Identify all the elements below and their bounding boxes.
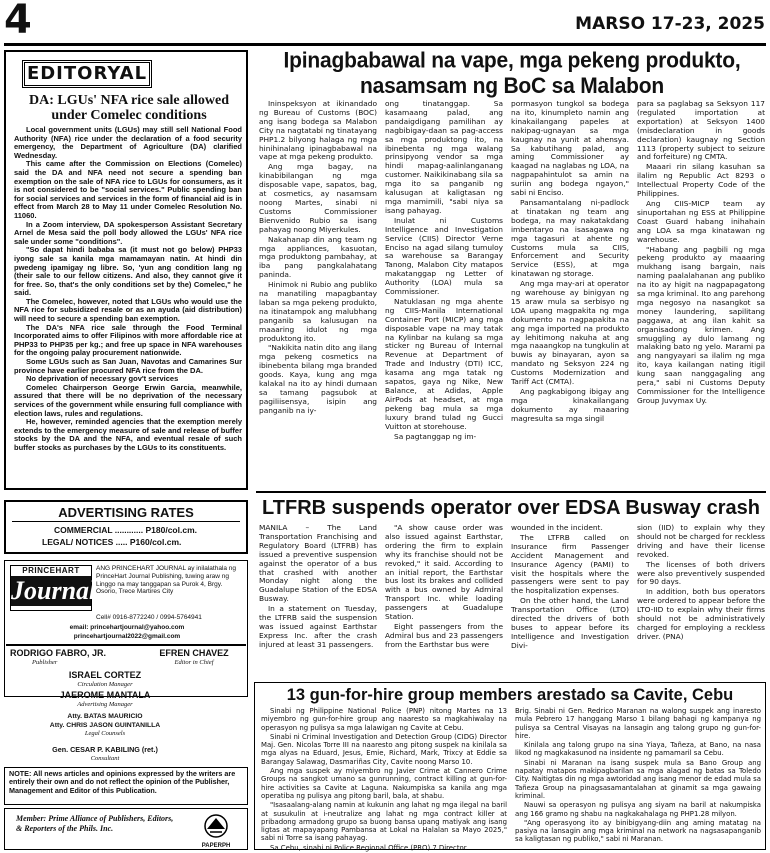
- gun-paragraph: "Isasaalang-alang namin at kukunin ang lahat ng mga ilegal na baril at susukulin at i-neutralize ang lahat ng mga contract killer at pribadong armadong grupo sa buong bansa upang matiyak ang isang ligtas at mapayapang Pambansa at Lokal na Halalan sa Mayo 2025," sabi ni Torre sa isang pahayag.: [261, 801, 507, 843]
- editorial-label: [22, 60, 152, 88]
- editorial-paragraph: The Comelec, however, noted that LGUs who would use the NFA rice for subsidized resale or as an ayuda (aid distribution) will need to secure a spending ban exemption.: [14, 296, 242, 324]
- vape-paragraph: Ang CIIS-MICP team ay sinuportahan ng ESS at Philippine Coast Guard habang inihahain ang LOA sa mga kinatawan ng warehouse.: [637, 198, 765, 244]
- ltfrb-paragraph: In addition, both bus operators were ordered to appear before the LTO-IID to explain why their firms should not be administratively charged for employing a reckless driver. (PNA): [637, 587, 765, 641]
- publisher-name: RODRIGO FABRO, JR.: [10, 648, 107, 658]
- gun-paragraph: Ang mga suspek ay miyembro ng Javier Crime at Cannero Crime Groups na sangkot umano sa gunrunning, contract killing at gun-for-hire activities sa Cavite at Laguna. Nakumpiska sa kanila ang mga operatiba ng pulisya ang pitong baril, bala, at shabu.: [261, 767, 507, 800]
- masthead-rule: [6, 644, 246, 646]
- editorial-paragraph: This came after the Commission on Elections (Comelec) said the DA and NFA need not secure a spending ban exemption on the sale of NFA rice to LGUs for consumers, as it is not considered to be "social services." Public spending ban for social services and services in the form of financial aid is in effect from March 28 to May 11 under Comelec Resolution No. 11060.: [14, 159, 242, 220]
- masthead-description: ANG PRINCEHART JOURNAL ay inilalathala ng PrinceHart Journal Publishing, tuwing araw ng Linggo na may tanggapan sa Purok 4, Brgy. Osorio, Trece Martires City: [96, 565, 237, 596]
- ltfrb-paragraph: wounded in the incident.: [511, 523, 603, 532]
- ltfrb-column-3: [511, 524, 629, 676]
- vape-paragraph: Pansamantalang ni-padlock at tinatakan ng team ang bodega, na may nakatakdang imbentaryo na isasagawa ng mga tagasuri at ahente ng Customs mula sa CIIS, Enforcement and Security Service (ESS), at mga kinatawan ng storage.: [511, 197, 629, 279]
- vape-column-2: [385, 100, 503, 485]
- gun-paragraph: Sinabi ng Philippine National Police (PNP) nitong Martes na 13 miyembro ng gun-for-hire group ang naaresto sa magkahiwalay na operasyon ng pulisya sa mga lalawigan ng Cavite at Cebu.: [261, 707, 507, 732]
- paperph-logo: [192, 812, 240, 849]
- ltfrb-paragraph: sion (IID) to explain why they should not be charged for reckless driving and have their license revoked.: [637, 523, 765, 559]
- vape-paragraph: Inulat ni Customs Intelligence and Investigation Service (CIIS) Director Verne Enciso na agad silang tumuloy sa warehouse sa Barangay Tanong, Malabon City matapos makatanggap ng Letter of Authority (LOA) mula sa Commissioner.: [385, 215, 503, 297]
- editorial-paragraph: Some LGUs such as San Juan, Navotas and Camarines Sur province have earlier procured NFA rice from the DA.: [14, 357, 242, 375]
- vape-paragraph: Ang pagkabigong ibigay ang mga kinakailangang dokumento ay maaaring magresulta sa mga singil: [511, 387, 629, 423]
- advertising-manager-role: Advertising Manager: [77, 701, 133, 708]
- advertising-title: ADVERTISING RATES: [12, 504, 240, 522]
- paperph-emblem-icon: [192, 812, 240, 838]
- gun-paragraph: Sa Cebu, sinabi ni Police Regional Office (PRO) 7 Director: [270, 843, 467, 852]
- vape-paragraph: "Habang ang pagbili ng mga pekeng produkto ay maaaring mukhang isang bargain, nais naming paalalahanan ang publiko na ito ay higit na nagpapagatong sa mga kriminal. Ito ang parehong mga negosyo na nasangkot sa money laundering, sapilitang paggawa, at ang ilan kahit sa organisadong krimen. Ang smuggling ay dulo lamang ng malaking bato ng yelo. Marami pa ang nangyayari sa ilalim ng mga ito, kaya kailangan nating itigil kung saan nanggagaling ang pera," sabi ni Customs Deputy Commissioner for the Intelligence Group Juvymax Uy.: [637, 244, 765, 405]
- ltfrb-paragraph: Eight passengers from the Admiral bus and 23 passengers from the Earthstar bus were: [385, 621, 503, 649]
- commercial-rate-row: [6, 524, 246, 536]
- ltfrb-paragraph: The licenses of both drivers were also preventively suspended for 90 days.: [637, 559, 765, 587]
- vape-column-3: [511, 100, 629, 485]
- consultant-name: Gen. CESAR P. KABILING (ret.): [52, 745, 158, 754]
- legal-rate: P160/col.cm.: [129, 537, 182, 547]
- ltfrb-paragraph: In a statement on Tuesday, the LTFRB said the suspension was issued against Earthstar Express Inc. after the crash injured at least 31 passengers.: [259, 604, 377, 649]
- advertising-manager-name: JAEROME MANTALA: [59, 690, 151, 700]
- paperph-label: PAPERPH: [201, 843, 231, 849]
- counsel-2: Atty. CHRIS JASON GUINTANILLA: [49, 722, 161, 729]
- vape-paragraph: pormasyon tungkol sa bodega na ito, kinumpleto namin ang kinakailangang papeles at nakipag-ugnayan sa mga kaugnay na yunit at ahensya. Sa kabutihang palad, ang aming Commissioner ay kaagad na naglabas ng LOA, na nagpapahintulot sa amin na suriin ang bodega ngayon," sabi ni Enciso.: [511, 99, 629, 198]
- vape-paragraph: Ang mga bagay, na kinabibilangan ng mga disposable vape, sapatos, bag, at cosmetics, ay nasamsam noong Martes, sinabi ni Customs Commissioner Bienvenido Rubio sa isang pahayag noong Miyerkules.: [259, 162, 377, 234]
- advertising-rates-box: [4, 500, 248, 554]
- vape-paragraph: para sa paglabag sa Seksyon 117 (regulated importation at exportation) at Seksyon 1400 (misdeclaration in goods declaration) kaugnay ng Section 1113 (property subject to seizure and forfeiture) ng CMTA.: [637, 99, 765, 162]
- vape-paragraph: Nakahanap din ang team ng mga appliances, kasuotan, mga produktong pambahay, at iba pang pangkalahatang paninda.: [259, 234, 377, 280]
- gun-paragraph: Brig. Sinabi ni Gen. Redrico Maranan na walong suspek ang inaresto mula Pebrero 17 hanggang Marso 1 bilang bahagi ng kampanya ng pulisya sa Central Visayas na lansagin ang talong grupo ng gun-for-hire.: [515, 707, 761, 740]
- editorial-paragraph: In a Zoom interview, DA spokesperson Assistant Secretary Arnel de Mesa said the poll body allowed the LGUs' NFA rice sale under some "conditions".: [14, 219, 242, 246]
- editorial-body: [14, 126, 242, 486]
- ltfrb-paragraph: "A show cause order was also issued against Earthstar, ordering the firm to explain why its franchise should not be revoked," it said. According to an initial report, the Earthstar bus lost its brakes and collided with a bus owned by Admiral Transport Inc. while loading passengers at Guadalupe Station.: [385, 523, 503, 622]
- commercial-rate: P180/col.cm.: [145, 525, 197, 535]
- commercial-label: COMMERCIAL ............: [54, 525, 144, 535]
- masthead-email1: email: princehartjournal@yahoo.com: [69, 624, 185, 631]
- masthead-email2: princehartjournal2022@gmail.com: [73, 633, 181, 640]
- editorial-paragraph: Comelec Chairperson George Erwin Garcia, meanwhile, assured that there will be no deprivation of the necessary services of the government while ensuring full compliance with election laws, rules and regulations.: [14, 382, 242, 418]
- editorial-paragraph: "So dapat hindi bababa sa (it must not go below) PHP33 iyong sale sa kanila mga mamamayan natin. At hindi din pwedeng ipamigay ng libre. So, 'yun ang condition lang ng (their sale to our fellow citizens. And also, they cannot give it for free. So, that's the only conditions set by the) Comelec," he said.: [14, 245, 242, 298]
- vape-paragraph: Maaari rin silang kasuhan sa ilalim ng Republic Act 8293 o Intellectual Property Code of the Philippines.: [637, 162, 765, 199]
- gun-paragraph: Sinabi ni Maranan na isang suspek mula sa Bano Group ang napatay matapos makipagbarilan sa mga alagad ng batas sa Toledo City. Naitigtas din ng mga awtoridad ang isang menor de edad mula sa Tañeza Group na pinagsasamantalahan at ginamit sa mga gawaing kriminal.: [515, 758, 761, 800]
- editorial-paragraph: He, however, reminded agencies that the exemption merely extends to the emergency measure of sale and release of buffer stocks by the DA and the NFA, and eventual resale of such buffer stocks as purchases by the LGUs to its constituents.: [14, 417, 242, 452]
- ltfrb-column-4: [637, 524, 765, 676]
- vape-paragraph: Natuklasan ng mga ahente ng CIIS-Manila International Container Port (MICP) ang mga disposable vape na may tatak na Kylinbar na kulang sa mga sticker ng Bureau of Internal Revenue at Department of Trade and Industry (DTI) ICC, kasama ang mga tatak ng sapatos, gaya ng Nike, New Balance, at Adidas, Apple AirPods at headset, at mga pekeng bag mula sa mga luxury brand tulad ng Gucci Vuitton at storehouse.: [385, 296, 503, 431]
- editor-name: EFREN CHAVEZ: [159, 648, 229, 658]
- publisher-role: Publisher: [32, 659, 58, 666]
- logo-main-text: Journal: [11, 576, 97, 605]
- masthead-cell: Cell# 0916-8772240 / 0994-5764941: [96, 614, 202, 621]
- editorial-label-text: EDITORYAL: [24, 62, 150, 86]
- vape-paragraph: Ininspeksyon at ikinandado ng Bureau of Customs (BOC) ang isang bodega sa Malabon City na nagtatabi ng tinatayang PHP1.2 bilyong halaga ng mga hinihinalang ipinagbabawal na vape at mga pekeng produkto.: [259, 99, 377, 162]
- editorial-paragraph: The DA's NFA rice sale through the Food Terminal Incorporated aims to offer Filipinos with more affordable rice at PHP33 to PHP35 per kg.; and free up space in NFA warehouses for the ongoing palay procurement nationwide.: [14, 322, 242, 358]
- vape-column-4: [637, 100, 765, 485]
- journal-logo: [10, 565, 97, 611]
- gun-headline: 13 gun-for-hire group members arestado sa Cavite, Cebu: [286, 686, 734, 704]
- legal-rate-row: [6, 536, 246, 548]
- ltfrb-headline: LTFRB suspends operator over EDSA Busway crash: [262, 497, 760, 519]
- vape-paragraph: Hinimok ni Rubio ang publiko na manatiling mapagbantay laban sa mga pekeng produkto, na itinatampok ang malubhang panganib sa kalusugan na maaaring idulot ng mga produktong ito.: [259, 280, 377, 343]
- vape-bottom-rule: [256, 491, 766, 493]
- gun-paragraph: Kinilala ang talong grupo na sina Yiaya, Tañeza, at Bano, na nasa likod ng magkakasunod na insidente ng pamamaril sa Cebu.: [515, 741, 761, 758]
- page-number: 4: [4, 0, 32, 43]
- circulation-role: Circulation Manager: [77, 681, 133, 688]
- legal-label: LEGAL/ NOTICES .....: [42, 537, 128, 547]
- ltfrb-paragraph: MANILA – The Land Transportation Franchising and Regulatory Board (LTFRB) has issued a preventive suspension against the operator of a bus that crashed with another Monday night along the Guadalupe Station of the EDSA Busway.: [259, 523, 377, 604]
- issue-date: MARSO 17-23, 2025: [575, 14, 765, 34]
- vape-column-1: [259, 100, 377, 485]
- vape-headline: Ipinagbabawal na vape, mga pekeng produkto, nasamsam ng BoC sa Malabon: [283, 48, 741, 99]
- circulation-name: ISRAEL CORTEZ: [68, 670, 142, 680]
- gun-paragraph: Sinabi ni Criminal Investigation and Detection Group (CIDG) Director Maj. Gen. Nicolas Torre III na naaresto ang pitong suspek na kinilala sa mga alyas na Eduard, Jesus, Emie, Richard, Mark, Trixcy at Eddie sa Barangay Salawag, Dasmariñas City, Cavite noong Marso 10.: [261, 732, 507, 766]
- ltfrb-paragraph: On the other hand, the Land Transportation Office (LTO) directed the drivers of both buses to appear before its Intelligence and Investigation Divi-: [511, 596, 629, 650]
- ltfrb-column-1: [259, 524, 377, 676]
- consultant-role: Consultant: [90, 755, 120, 762]
- editor-role: Editor in Chief: [174, 659, 214, 666]
- editorial-headline: DA: LGUs' NFA rice sale allowed under Comelec conditions: [29, 93, 229, 123]
- counsel-1: Atty. BATAS MAURICIO: [67, 713, 143, 720]
- gun-paragraph: "Ang operasyong ito ay binibigyang-diin ang aming matatag na pasiya na lansagin ang mga kriminal na network na nagsasapanganib sa kaligtasan ng publiko," sabi ni Maranan.: [515, 818, 761, 844]
- ltfrb-column-2: [385, 524, 503, 676]
- gun-paragraph: Nauwi sa operasyon ng pulisya ang siyam na baril at nakumpiska ang 166 gramo ng shabu na nagkakahalaga ng PHP1.28 milyon.: [515, 801, 761, 818]
- vape-paragraph: ong tinatanggap. Sa kasamaang palad, ang pandaigdigang pamilihan ay nagbibigay-daan sa pag-access sa mga produktong ito, na ibinebenta ng mga walang prinsipyong vendor sa mga hindi mapag-aalinlanganang customer. Naikikinabang sila sa mga ito sa panganib ng kalusugan at kaligtasan ng mga mamimili, "sabi niya sa isang pahayag.: [385, 99, 503, 215]
- ltfrb-paragraph: The LTFRB called on Insurance firm Passenger Accident Management and Insurance Agency (PAMI) to visit the hospitals where the passengers were sent to pay the hospitalization expenses.: [511, 532, 629, 596]
- editorial-paragraph: Local government units (LGUs) may still sell National Food Authority (NFA) rice under the declaration of a food security emergency, the Department of Agriculture (DA) clarified Wednesday.: [14, 125, 242, 160]
- header-rule: [4, 43, 766, 46]
- gun-column-1: [261, 707, 507, 852]
- disclaimer-note: NOTE: All news articles and opinions expressed by the writers are entirely their own and do not reflect the opinion of the Publisher, Management and Editor of this Publication.: [4, 767, 248, 805]
- vape-paragraph: Sa pagtanggap ng im-: [394, 431, 477, 441]
- vape-paragraph: Ang mga may-ari at operator ng warehouse ay binigyan ng 15 araw mula sa serbisyo ng LOA upang magpakita ng mga dokumento na nagpapakita na ang mga imported na produkto ay lehitimong nakuha at ang mga naaangkop na tungkulin at buwis ay binayaran, ayon sa mandato ng Seksyon 224 ng Customs Modernization and Tariff Act (CMTA).: [511, 279, 629, 387]
- counsel-role: Legal Counsels: [84, 730, 126, 737]
- vape-paragraph: "Nakikita natin dito ang ilang mga pekeng cosmetics na ibinebenta bilang mga branded goods. Kaya, kung ang mga kalakal na ito ay hindi dumaan sa tamang pagsubok at pagiliisensya, isipin ang panganib na iy-: [259, 343, 377, 415]
- logo-top-text: PRINCEHART: [22, 566, 80, 575]
- gun-column-2: [515, 707, 761, 847]
- member-text: Member: Prime Alliance of Publishers, Editors, & Reporters of the Phils. Inc.: [16, 814, 174, 833]
- editorial-subhead: No deprivation of necessary gov't services: [26, 374, 179, 384]
